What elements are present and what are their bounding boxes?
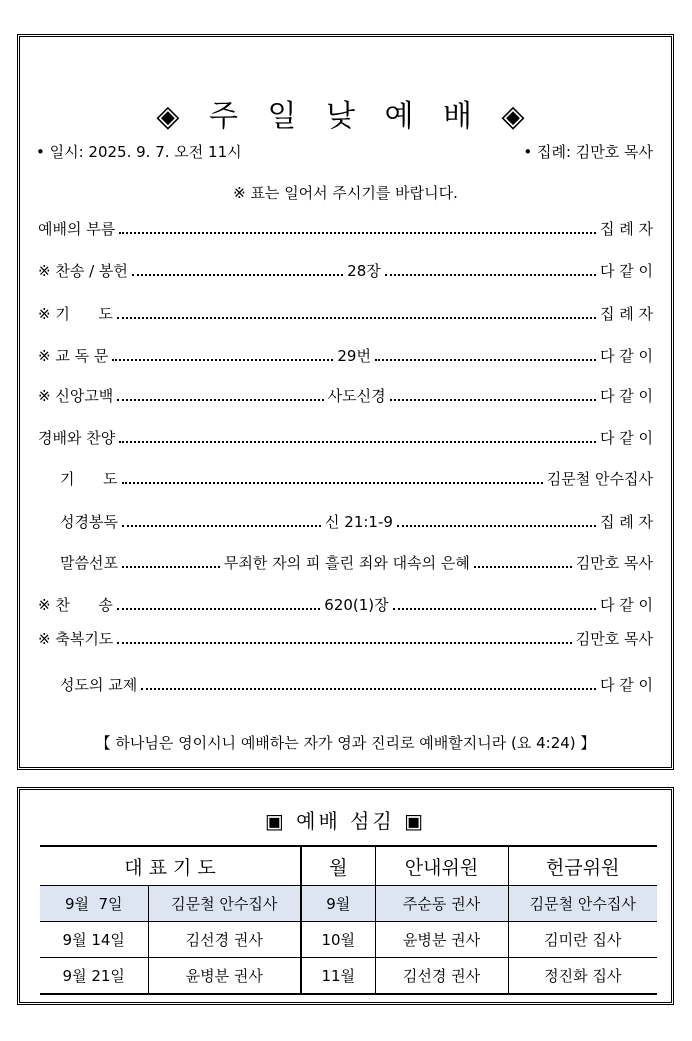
order-item bbox=[38, 217, 653, 239]
order-item-label: 기 도 bbox=[60, 470, 118, 488]
header-prayer: 대 표 기 도 bbox=[40, 846, 301, 886]
order-item-person: 다 같 이 bbox=[599, 429, 653, 447]
duty-month: 11월 bbox=[301, 958, 375, 995]
offering-person: 김문철 안수집사 bbox=[508, 886, 657, 922]
order-item-label: 예배의 부름 bbox=[38, 220, 116, 238]
duty-header-row bbox=[40, 846, 657, 886]
order-item bbox=[38, 344, 653, 366]
table-row bbox=[40, 922, 657, 958]
header-month: 월 bbox=[301, 846, 375, 886]
order-item bbox=[60, 510, 653, 532]
order-item-person: 김만호 목사 bbox=[575, 630, 653, 648]
scripture-verse: 【 하나님은 영이시니 예배하는 자가 영과 진리로 예배할지니라 (요 4:24) 】 bbox=[95, 734, 596, 752]
order-item-detail: 29번 bbox=[337, 347, 371, 365]
table-row bbox=[40, 958, 657, 995]
service-title: ◈ 주 일 낮 예 배 ◈ bbox=[156, 99, 535, 134]
leader-dots bbox=[393, 608, 596, 610]
leader-dots bbox=[375, 359, 596, 361]
order-item-person: 다 같 이 bbox=[599, 387, 653, 405]
leader-dots bbox=[141, 688, 596, 690]
duty-table bbox=[40, 845, 657, 995]
header-offering: 헌금위원 bbox=[508, 846, 657, 886]
prayer-person: 윤병분 권사 bbox=[148, 958, 301, 995]
offering-person: 김미란 집사 bbox=[508, 922, 657, 958]
order-item bbox=[38, 302, 653, 324]
leader-dots bbox=[122, 566, 220, 568]
order-item-detail: 신 21:1-9 bbox=[325, 513, 393, 531]
leader-dots bbox=[119, 441, 596, 443]
order-item-person: 김만호 목사 bbox=[575, 554, 653, 572]
standing-notice: ※ 표는 일어서 주시기를 바랍니다. bbox=[233, 184, 458, 202]
order-item-person: 집 례 자 bbox=[599, 220, 653, 238]
order-item-label: 성도의 교제 bbox=[60, 676, 138, 694]
order-item bbox=[38, 593, 653, 615]
usher-person: 김선경 권사 bbox=[375, 958, 508, 995]
prayer-person: 김문철 안수집사 bbox=[148, 886, 301, 922]
order-item-label: 말씀선포 bbox=[60, 554, 118, 572]
order-item-label: ※ 기 도 bbox=[38, 305, 113, 323]
order-item bbox=[38, 259, 653, 281]
leader-dots bbox=[117, 399, 323, 401]
header-usher: 안내위원 bbox=[375, 846, 508, 886]
leader-dots bbox=[117, 608, 320, 610]
order-item-label: 성경봉독 bbox=[60, 513, 118, 531]
leader-dots bbox=[117, 642, 571, 644]
sermon-title: 무죄한 자의 피 흘린 죄와 대속의 은혜 bbox=[223, 554, 470, 572]
order-item bbox=[38, 426, 653, 448]
order-item-person: 다 같 이 bbox=[599, 347, 653, 365]
order-item-label: ※ 찬송 / 봉헌 bbox=[38, 262, 128, 280]
leader-dots bbox=[122, 525, 321, 527]
prayer-date: 9월 21일 bbox=[40, 958, 148, 995]
leader-dots bbox=[397, 525, 596, 527]
service-leader: • 집례: 김만호 목사 bbox=[523, 143, 653, 161]
prayer-date: 9월 14일 bbox=[40, 922, 148, 958]
usher-person: 윤병분 권사 bbox=[375, 922, 508, 958]
order-item bbox=[60, 551, 653, 573]
order-item-detail: 사도신경 bbox=[327, 387, 386, 405]
order-of-worship-box bbox=[17, 34, 674, 770]
order-item-person: 집 례 자 bbox=[599, 305, 653, 323]
order-item-person: 다 같 이 bbox=[599, 676, 653, 694]
order-item-person: 다 같 이 bbox=[600, 596, 654, 614]
order-item-label: ※ 찬 송 bbox=[38, 596, 113, 614]
duty-month: 10월 bbox=[301, 922, 375, 958]
prayer-date: 9월 7일 bbox=[40, 886, 148, 922]
order-item bbox=[38, 384, 653, 406]
offering-person: 정진화 집사 bbox=[508, 958, 657, 995]
order-item-person: 김문철 안수집사 bbox=[546, 470, 653, 488]
leader-dots bbox=[474, 566, 572, 568]
service-date: • 일시: 2025. 9. 7. 오전 11시 bbox=[36, 143, 242, 161]
leader-dots bbox=[119, 232, 596, 234]
duty-title: ▣ 예배 섬김 ▣ bbox=[264, 809, 427, 833]
table-row bbox=[40, 886, 657, 922]
order-item bbox=[60, 467, 653, 489]
order-item bbox=[38, 627, 653, 649]
order-item-detail: 28장 bbox=[347, 262, 381, 280]
prayer-person: 김선경 권사 bbox=[148, 922, 301, 958]
order-item-label: ※ 축복기도 bbox=[38, 630, 114, 648]
order-item-detail: 620(1)장 bbox=[324, 596, 389, 614]
leader-dots bbox=[122, 482, 543, 484]
usher-person: 주순동 권사 bbox=[375, 886, 508, 922]
order-item-label: 경배와 찬양 bbox=[38, 429, 116, 447]
leader-dots bbox=[390, 399, 596, 401]
order-item-label: ※ 신앙고백 bbox=[38, 387, 114, 405]
leader-dots bbox=[132, 274, 343, 276]
leader-dots bbox=[385, 274, 596, 276]
order-item-person: 집 례 자 bbox=[600, 513, 654, 531]
leader-dots bbox=[117, 317, 596, 319]
leader-dots bbox=[112, 359, 333, 361]
duty-month: 9월 bbox=[301, 886, 375, 922]
order-item-label: ※ 교 독 문 bbox=[38, 347, 109, 365]
order-item bbox=[60, 673, 653, 695]
service-duty-box bbox=[17, 787, 674, 1005]
order-item-person: 다 같 이 bbox=[600, 262, 654, 280]
